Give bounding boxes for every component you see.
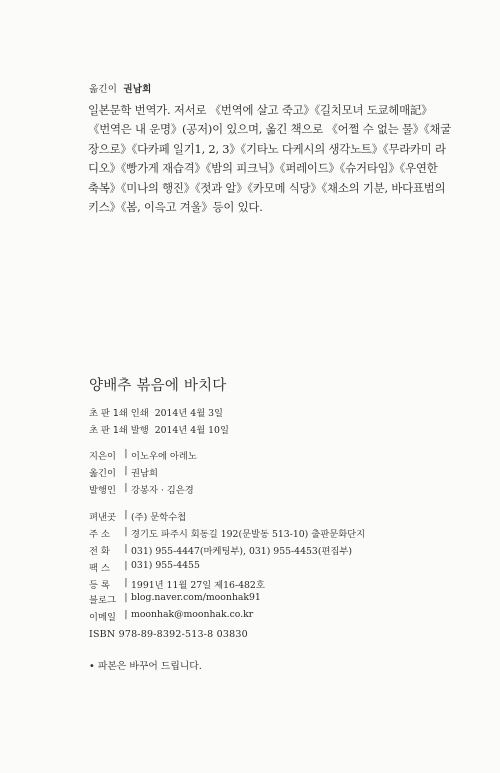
credit-row: 발행인 | 강봉자 · 김은경 [89, 482, 194, 496]
credit-row: 옮긴이 | 권남희 [89, 465, 158, 479]
publisher-value: (주) 문학수첩 [131, 512, 187, 523]
bio-line: 《번역은 내 운명》(공저)이 있으며, 옮긴 책으로 《어쩔 수 없는 물》《채굴 [88, 122, 452, 137]
publisher-row: 전 화 | 031) 955-4447(마케팅부), 031) 955-4453(편집부) [89, 543, 353, 557]
publisher-label: 주 소 [89, 529, 110, 540]
publisher-row: 펴낸곳 | (주) 문학수첩 [89, 509, 187, 523]
publisher-label: 전 화 [89, 546, 110, 557]
defect-notice: • 파본은 바꾸어 드립니다. [89, 661, 202, 672]
bio-line: 축복》《미나의 행진》《젓과 알》《카모메 식당》《채소의 기분, 바다표범의 [88, 180, 446, 195]
publisher-label: 팩 스 [89, 563, 110, 574]
online-label: 이메일 [89, 612, 116, 623]
translator-bio [88, 101, 452, 217]
translator-header [89, 81, 152, 95]
online-label: 블로그 [89, 595, 116, 606]
bio-line: 키스》《봄, 이윽고 겨울》등이 있다. [88, 200, 263, 215]
blog-url: blog.naver.com/moonhak91 [131, 592, 261, 603]
edition-row [89, 422, 229, 436]
credit-value: 권남희 [131, 468, 158, 479]
publisher-value: 031) 955-4447(마케팅부), 031) 955-4453(편집부) [131, 546, 353, 557]
edition-row [89, 405, 223, 419]
credit-value: 강봉자 · 김은경 [131, 485, 194, 496]
edition-date: 2014년 4월 3일 [154, 408, 224, 419]
publisher-label: 등 록 [89, 580, 110, 591]
publisher-label: 펴낸곳 [89, 512, 116, 523]
online-row: 이메일 | moonhak@moonhak.co.kr [89, 609, 254, 623]
bio-line: 장으로》《다카페 일기1, 2, 3》《기타노 다케시의 생각노트》《무라카미 라 [88, 141, 446, 156]
credit-row: 지은이 | 이노우에 아레노 [89, 448, 197, 462]
book-title: 양배추 볶음에 바치다 [89, 378, 227, 394]
translator-name: 권남희 [123, 84, 152, 95]
email-address: moonhak@moonhak.co.kr [131, 609, 254, 620]
credit-value: 이노우에 아레노 [131, 451, 197, 462]
translator-role-label: 옮긴이 [89, 84, 118, 95]
credit-label: 옮긴이 [89, 468, 116, 479]
publisher-value: 031) 955-4455 [131, 560, 200, 571]
publisher-row: 주 소 | 경기도 파주시 회동길 192(문발동 513-10) 출판문화단지 [89, 526, 366, 540]
publisher-value: 경기도 파주시 회동길 192(문발동 513-10) 출판문화단지 [131, 529, 366, 540]
edition-date: 2014년 4월 10일 [154, 425, 229, 436]
publisher-row: 팩 스 | 031) 955-4455 [89, 560, 200, 574]
bio-line: 디오》《빵가게 재습격》《밤의 피크닉》《퍼레이드》《슈거타임》《우연한 [88, 161, 438, 176]
edition-label: 초 판 1쇄 인쇄 [89, 408, 149, 419]
edition-label: 초 판 1쇄 발행 [89, 425, 149, 436]
publisher-row: 등 록 | 1991년 11월 27일 제16-482호 [89, 577, 265, 591]
publisher-value: 1991년 11월 27일 제16-482호 [131, 580, 265, 591]
credit-label: 발행인 [89, 485, 116, 496]
credit-label: 지은이 [89, 451, 116, 462]
bio-line: 일본문학 번역가. 저서로 《번역에 살고 죽고》《길치모녀 도쿄헤매記》 [88, 103, 433, 117]
online-row: 블로그 | blog.naver.com/moonhak91 [89, 592, 261, 606]
isbn: ISBN 978-89-8392-513-8 03830 [89, 629, 248, 640]
